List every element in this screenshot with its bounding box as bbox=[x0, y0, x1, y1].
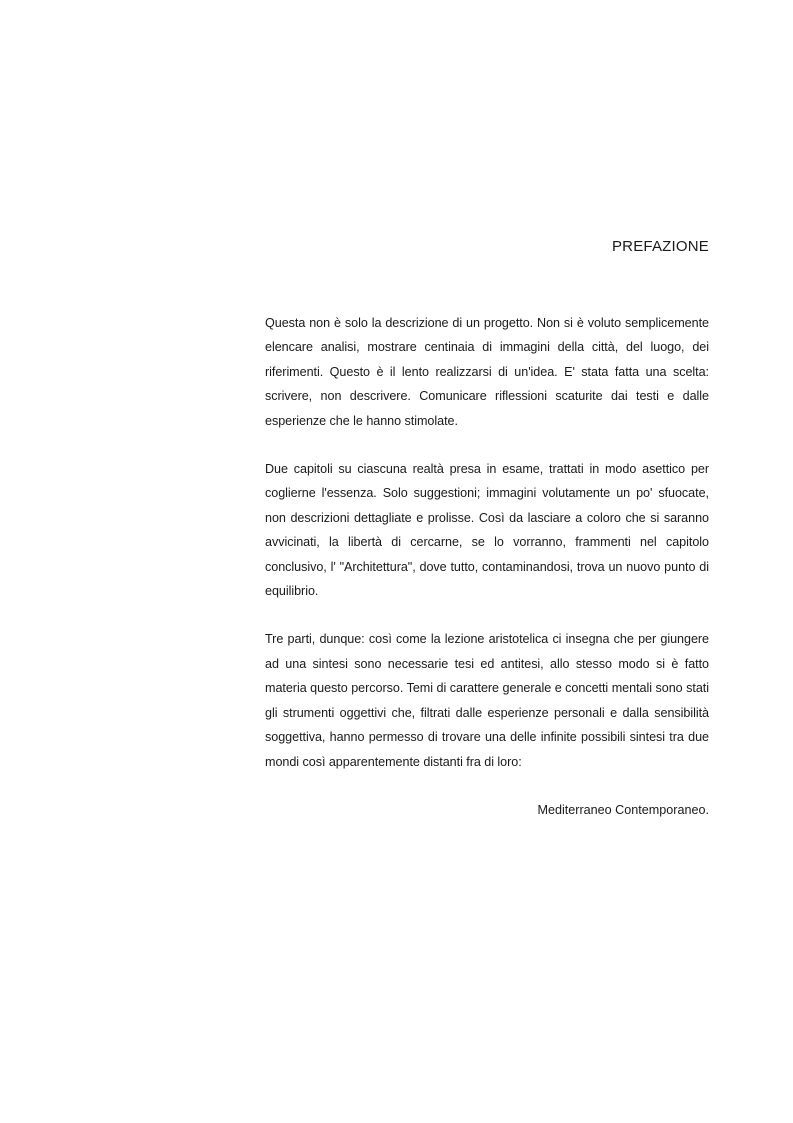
closing-line: Mediterraneo Contemporaneo. bbox=[537, 802, 709, 817]
preface-body bbox=[265, 311, 709, 822]
paragraph-3: Tre parti, dunque: così come la lezione aristotelica ci insegna che per giungere ad una sintesi sono necessarie tesi ed antitesi, allo stesso modo si è fatto materia questo percorso. Temi di carattere generale e concetti mentali sono stati gli strumenti oggettivi che, filtrati dalle esperienze personali e dalla sensibilità soggettiva, hanno permesso di trovare una delle infinite possibili sintesi tra due mondi così apparentemente distanti fra di loro: bbox=[265, 632, 709, 769]
page-title: PREFAZIONE bbox=[611, 238, 709, 255]
paragraph-2: Due capitoli su ciascuna realtà presa in esame, trattati in modo asettico per coglierne l'essenza. Solo suggestioni; immagini volutamente un po' sfuocate, non descrizioni dettagliate e prolisse. Così da lasciare a coloro che si saranno avvicinati, la libertà di cercarne, se lo vorranno, frammenti nel capitolo conclusivo, l' "Architettura", dove tutto, contaminandosi, trova un nuovo punto di equilibrio. bbox=[265, 462, 709, 599]
paragraph-1: Questa non è solo la descrizione di un progetto. Non si è voluto semplicemente elencare analisi, mostrare centinaia di immagini della città, del luogo, dei riferimenti. Questo è il lento realizzarsi di un'idea. E' stata fatta una scelta: scrivere, non descrivere. Comunicare riflessioni scaturite dai testi e dalle esperienze che le hanno stimolate. bbox=[265, 316, 709, 428]
